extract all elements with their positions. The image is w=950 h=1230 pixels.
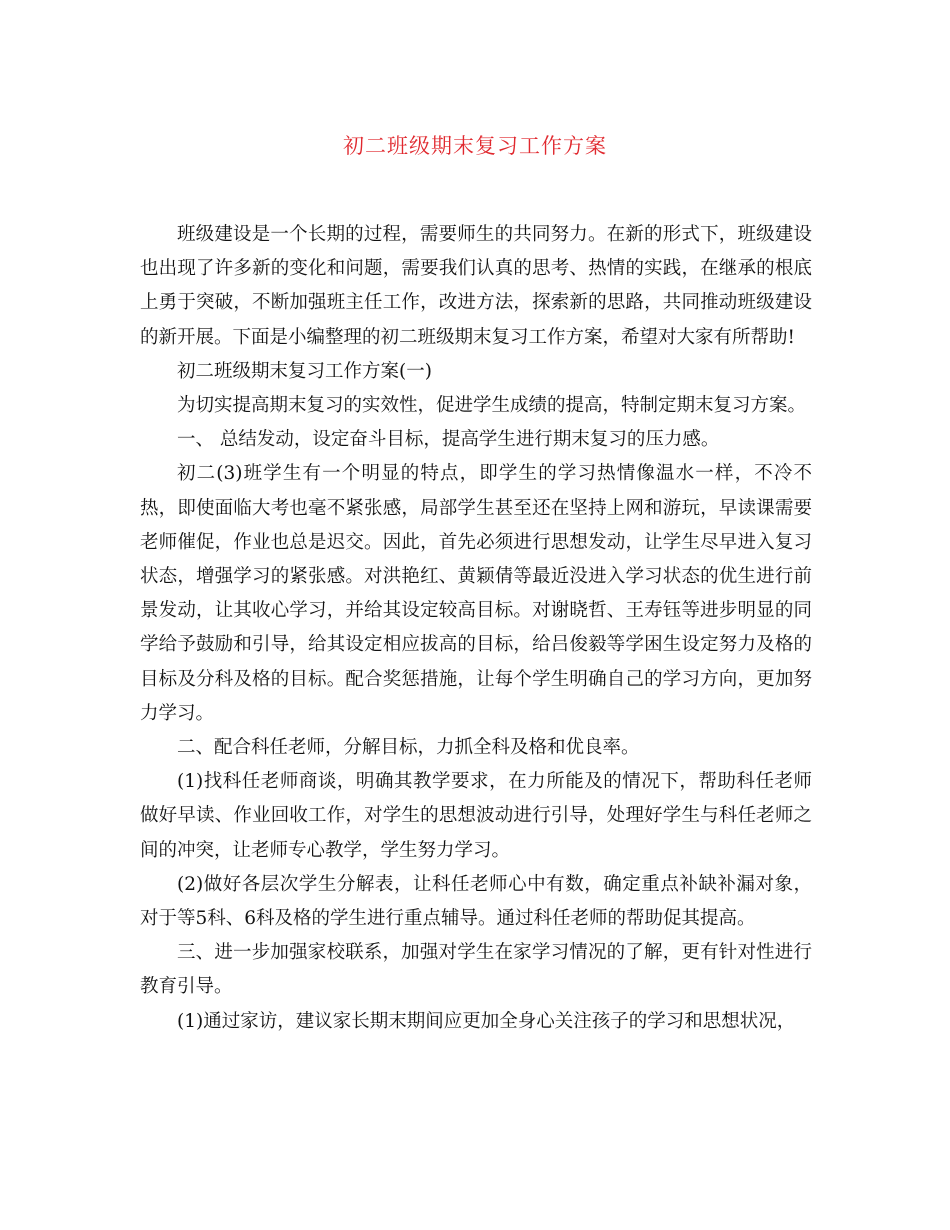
paragraph-section-2: 二、配合科任老师，分解目标，力抓全科及格和优良率。 (177, 737, 640, 759)
paragraph-section-1: 一、 总结发动，设定奋斗目标，提高学生进行期末复习的压力感。 (177, 429, 720, 451)
document-body (140, 218, 812, 1039)
paragraph-item-3-1: (1)通过家访，建议家长期末期间应更加全身心关注孩子的学习和思想状况， (177, 1010, 796, 1032)
paragraph-class-situation: 初二(3)班学生有一个明显的特点，即学生的学习热情像温水一样，不冷不热，即使面临大考也毫不紧张感，局部学生甚至还在坚持上网和游玩，早读课需要老师催促，作业也总是迟交。因此，首先必须进行思想发动，让学生尽早进入复习状态，增强学习的紧张感。对洪艳红、黄颖倩等最近没进入学习状态的优生进行前景发动，让其收心学习，并给其设定较高目标。对谢晓哲、王寿钰等进步明显的同学给予鼓励和引导，给其设定相应拔高的目标，给吕俊毅等学困生设定努力及格的目标及分科及格的目标。配合奖惩措施，让每个学生明确自己的学习方向，更加努力学习。 (140, 463, 812, 724)
paragraph-purpose: 为切实提高期末复习的实效性，促进学生成绩的提高，特制定期末复习方案。 (177, 395, 807, 417)
paragraph-item-2-1: (1)找科任老师商谈，明确其教学要求，在力所能及的情况下，帮助科任老师做好早读、作业回收工作，对学生的思想波动进行引导，处理好学生与科任老师之间的冲突，让老师专心教学，学生努力学习。 (140, 771, 812, 861)
paragraph-plan-heading: 初二班级期末复习工作方案(一) (177, 360, 432, 382)
paragraph-item-2-2: (2)做好各层次学生分解表，让科任老师心中有数，确定重点补缺补漏对象，对于等5科、6科及格的学生进行重点辅导。通过科任老师的帮助促其提高。 (140, 873, 812, 930)
document-title: 初二班级期末复习工作方案 (343, 134, 607, 158)
paragraph-intro: 班级建设是一个长期的过程，需要师生的共同努力。在新的形式下，班级建设也出现了许多新的变化和问题，需要我们认真的思考、热情的实践，在继承的根底上勇于突破，不断加强班主任工作，改进方法，探索新的思路，共同推动班级建设的新开展。下面是小编整理的初二班级期末复习工作方案，希望对大家有所帮助! (140, 224, 812, 348)
paragraph-section-3: 三、进一步加强家校联系，加强对学生在家学习情况的了解，更有针对性进行教育引导。 (140, 942, 812, 998)
